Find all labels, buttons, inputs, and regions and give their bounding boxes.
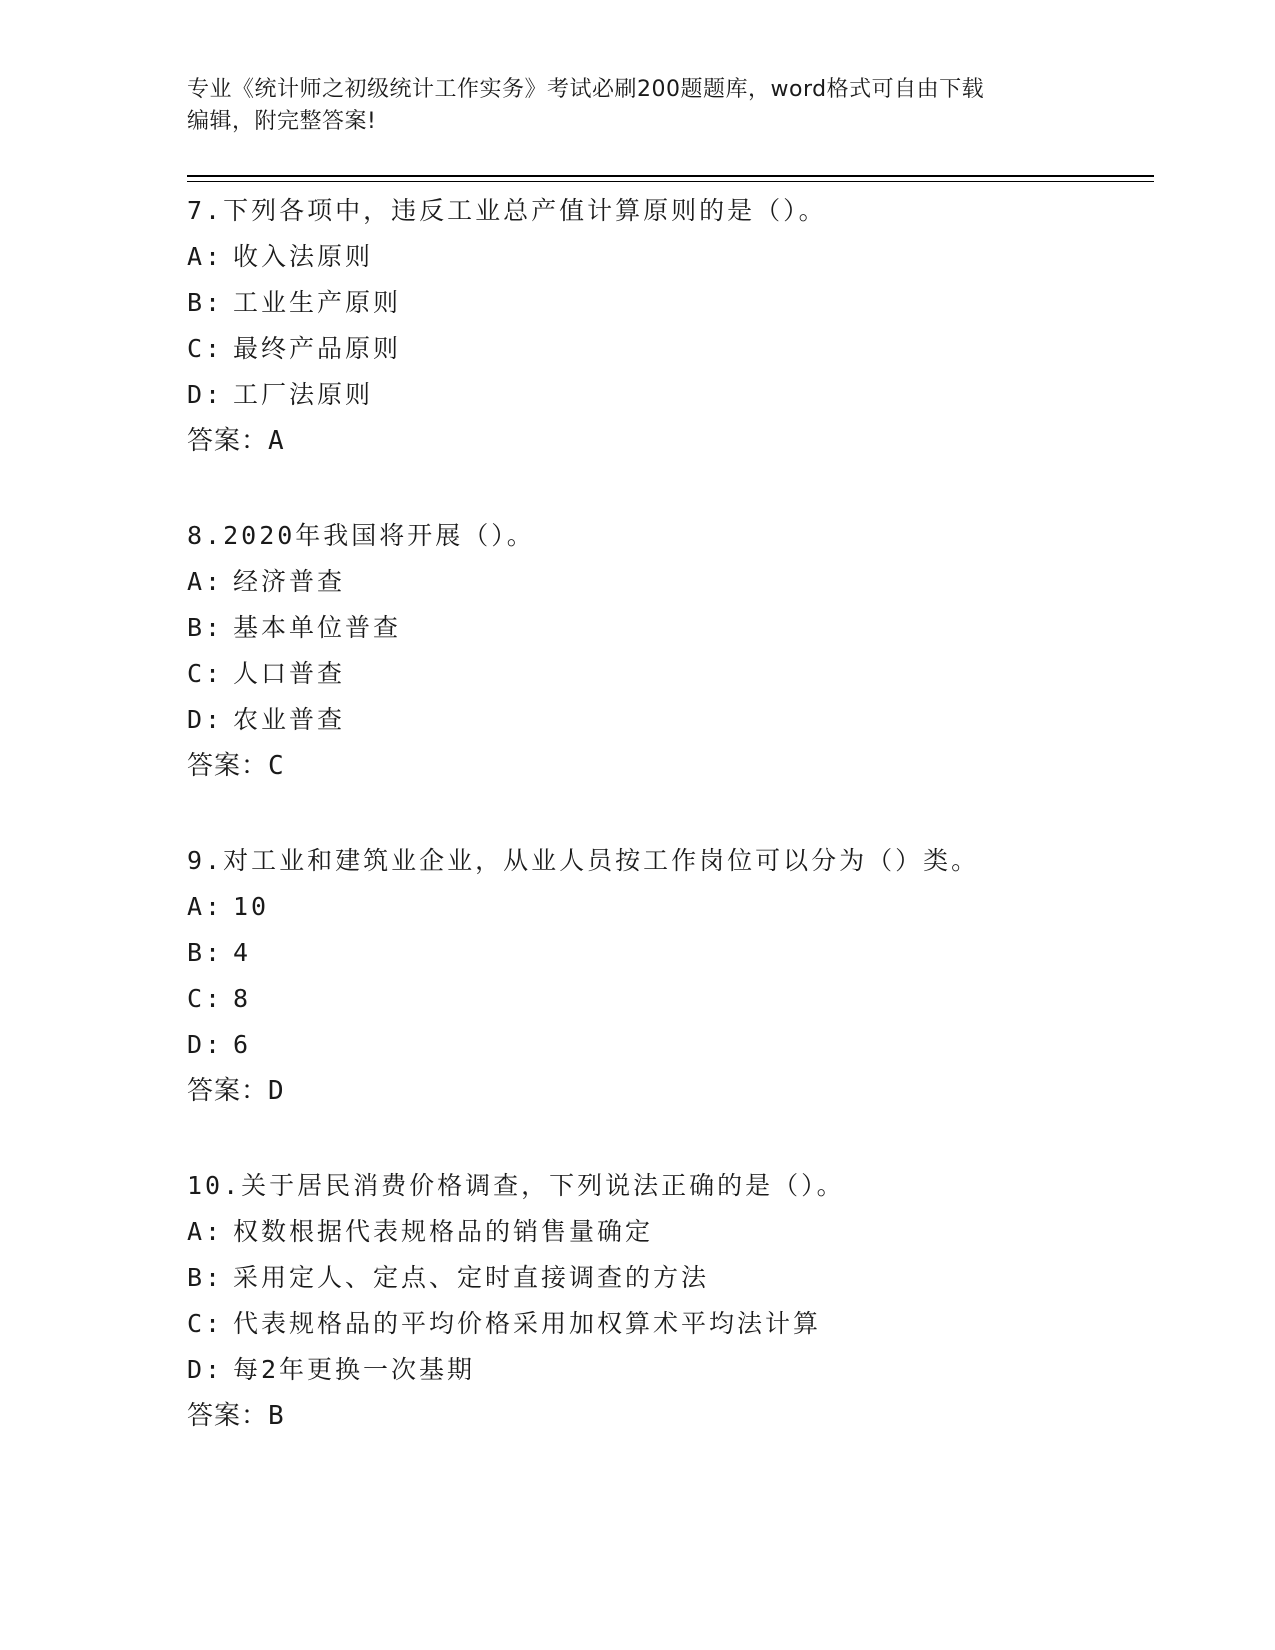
option-a — [187, 884, 1154, 930]
option-text: 10 — [233, 892, 270, 921]
option-letter: D: — [187, 705, 224, 734]
answer-line — [187, 1393, 1154, 1439]
option-d — [187, 1022, 1154, 1068]
option-text: 最终产品原则 — [233, 334, 402, 363]
option-text: 每2年更换一次基期 — [233, 1355, 476, 1384]
option-letter: B: — [187, 613, 224, 642]
option-c — [187, 976, 1154, 1022]
answer-value: D — [268, 1076, 285, 1106]
option-text: 8 — [233, 984, 252, 1013]
option-b — [187, 605, 1154, 651]
answer-value: A — [268, 426, 285, 456]
header-divider-thick — [187, 175, 1154, 177]
question-9 — [187, 838, 1154, 1114]
option-letter: C: — [187, 334, 224, 363]
option-text: 4 — [233, 938, 252, 967]
answer-line — [187, 743, 1154, 789]
option-c — [187, 651, 1154, 697]
option-text: 收入法原则 — [233, 242, 374, 271]
option-letter: A: — [187, 242, 224, 271]
option-d — [187, 1347, 1154, 1393]
answer-line — [187, 418, 1154, 464]
option-a — [187, 559, 1154, 605]
question-8 — [187, 513, 1154, 789]
option-text: 经济普查 — [233, 567, 346, 596]
answer-label: 答案： — [187, 426, 269, 456]
option-text: 人口普查 — [233, 659, 346, 688]
option-letter: B: — [187, 938, 224, 967]
answer-label: 答案： — [187, 1401, 269, 1431]
option-letter: D: — [187, 1355, 224, 1384]
option-letter: B: — [187, 1263, 224, 1292]
header-line-2: 编辑，附完整答案! — [187, 109, 377, 134]
option-b — [187, 280, 1154, 326]
answer-value: B — [268, 1401, 285, 1431]
option-a — [187, 1209, 1154, 1255]
option-text: 采用定人、定点、定时直接调查的方法 — [233, 1263, 710, 1292]
option-letter: D: — [187, 1030, 224, 1059]
answer-value: C — [268, 751, 285, 781]
option-letter: A: — [187, 1217, 224, 1246]
option-c — [187, 1301, 1154, 1347]
option-text: 权数根据代表规格品的销售量确定 — [233, 1217, 654, 1246]
option-a — [187, 234, 1154, 280]
option-text: 工业生产原则 — [233, 288, 402, 317]
option-text: 代表规格品的平均价格采用加权算术平均法计算 — [233, 1309, 822, 1338]
question-text: 9.对工业和建筑业企业，从业人员按工作岗位可以分为（）类。 — [187, 846, 980, 875]
option-b — [187, 1255, 1154, 1301]
question-text: 10.关于居民消费价格调查，下列说法正确的是（）。 — [187, 1171, 845, 1200]
option-text: 农业普查 — [233, 705, 346, 734]
option-d — [187, 697, 1154, 743]
option-letter: D: — [187, 380, 224, 409]
question-text: 7.下列各项中，违反工业总产值计算原则的是（）。 — [187, 196, 827, 225]
header-line-1: 专业《统计师之初级统计工作实务》考试必刷200题题库，word格式可自由下载 — [187, 77, 985, 102]
option-letter: C: — [187, 659, 224, 688]
header-divider-thin — [187, 181, 1154, 182]
option-text: 6 — [233, 1030, 252, 1059]
question-list — [187, 188, 1154, 1488]
question-7 — [187, 188, 1154, 464]
answer-label: 答案： — [187, 1076, 269, 1106]
option-letter: C: — [187, 1309, 224, 1338]
question-text: 8.2020年我国将开展（）。 — [187, 521, 535, 550]
option-letter: A: — [187, 892, 224, 921]
document-header — [187, 74, 1087, 138]
option-letter: B: — [187, 288, 224, 317]
option-text: 基本单位普查 — [233, 613, 402, 642]
option-b — [187, 930, 1154, 976]
option-d — [187, 372, 1154, 418]
option-letter: C: — [187, 984, 224, 1013]
answer-label: 答案： — [187, 751, 269, 781]
answer-line — [187, 1068, 1154, 1114]
option-text: 工厂法原则 — [233, 380, 374, 409]
question-10 — [187, 1163, 1154, 1439]
option-c — [187, 326, 1154, 372]
option-letter: A: — [187, 567, 224, 596]
